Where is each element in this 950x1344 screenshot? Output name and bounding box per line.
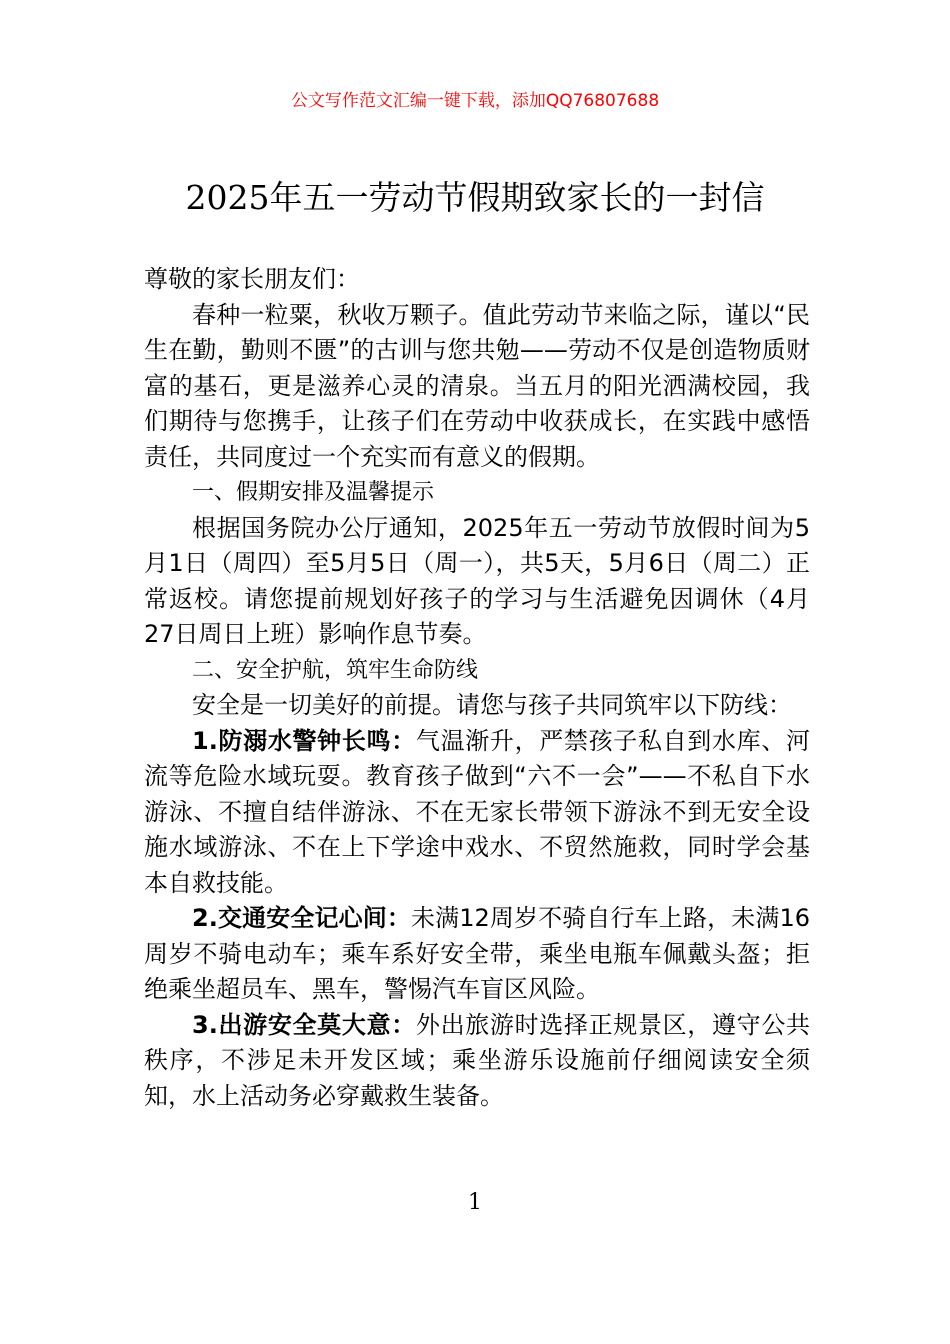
page-number: 1 — [468, 1190, 482, 1215]
safety-item-drowning — [144, 724, 810, 902]
safety-item-text: 外出旅游时选择正规景区，遵守公共秩序，不涉足未开发区域；乘坐游乐设施前仔细阅读安全须知，水上活动务必穿戴救生装备。 — [144, 1010, 810, 1110]
safety-item-label: 3.出游安全莫大意： — [192, 1010, 416, 1039]
page-title: 2025年五一劳动节假期致家长的一封信 — [185, 178, 765, 217]
safety-item-label: 1.防溺水警钟长鸣： — [192, 726, 416, 755]
safety-item-text: 未满12周岁不骑自行车上路，未满16周岁不骑电动车；乘车系好安全带，乘坐电瓶车佩戴头盔；拒绝乘坐超员车、黑车，警惕汽车盲区风险。 — [144, 904, 810, 1003]
section-heading-safety: 二、安全护航，筑牢生命防线 — [192, 657, 479, 683]
section-heading-holiday: 一、假期安排及温馨提示 — [192, 480, 435, 505]
safety-item-label: 2.交通安全记心间： — [192, 904, 411, 932]
salutation: 尊敬的家长朋友们： — [144, 265, 360, 293]
section-paragraph-safety: 安全是一切美好的前提。请您与孩子共同筑牢以下防线： — [192, 691, 792, 719]
safety-item-travel — [144, 1008, 810, 1115]
watermark-download-link[interactable]: 公文写作范文汇编一键下载，添加QQ76807688 — [290, 91, 660, 111]
safety-item-text: 气温渐升，严禁孩子私自到水库、河流等危险水域玩耍。教育孩子做到“六不一会”——不私自下水游泳、不擅自结伴游泳、不在无家长带领下游泳不到无安全设施水域游泳、不在上下学途中戏水、不贸然施救，同时学会基本自救技能。 — [144, 726, 810, 897]
letter-body — [144, 262, 810, 1114]
section-paragraph-holiday: 根据国务院办公厅通知，2025年五一劳动节放假时间为5月1日（周四）至5月5日（周一），共5天，5月6日（周二）正常返校。请您提前规划好孩子的学习与生活避免因调休（4月27日周日上班）影响作息节奏。 — [144, 513, 810, 648]
safety-item-traffic — [144, 901, 810, 1008]
intro-paragraph: 春种一粒粟，秋收万颗子。值此劳动节来临之际，谨以“民生在勤，勤则不匮”的古训与您共勉——劳动不仅是创造物质财富的基石，更是滋养心灵的清泉。当五月的阳光洒满校园，我们期待与您携手，让孩子们在劳动中收获成长，在实践中感悟责任，共同度过一个充实而有意义的假期。 — [144, 300, 810, 471]
